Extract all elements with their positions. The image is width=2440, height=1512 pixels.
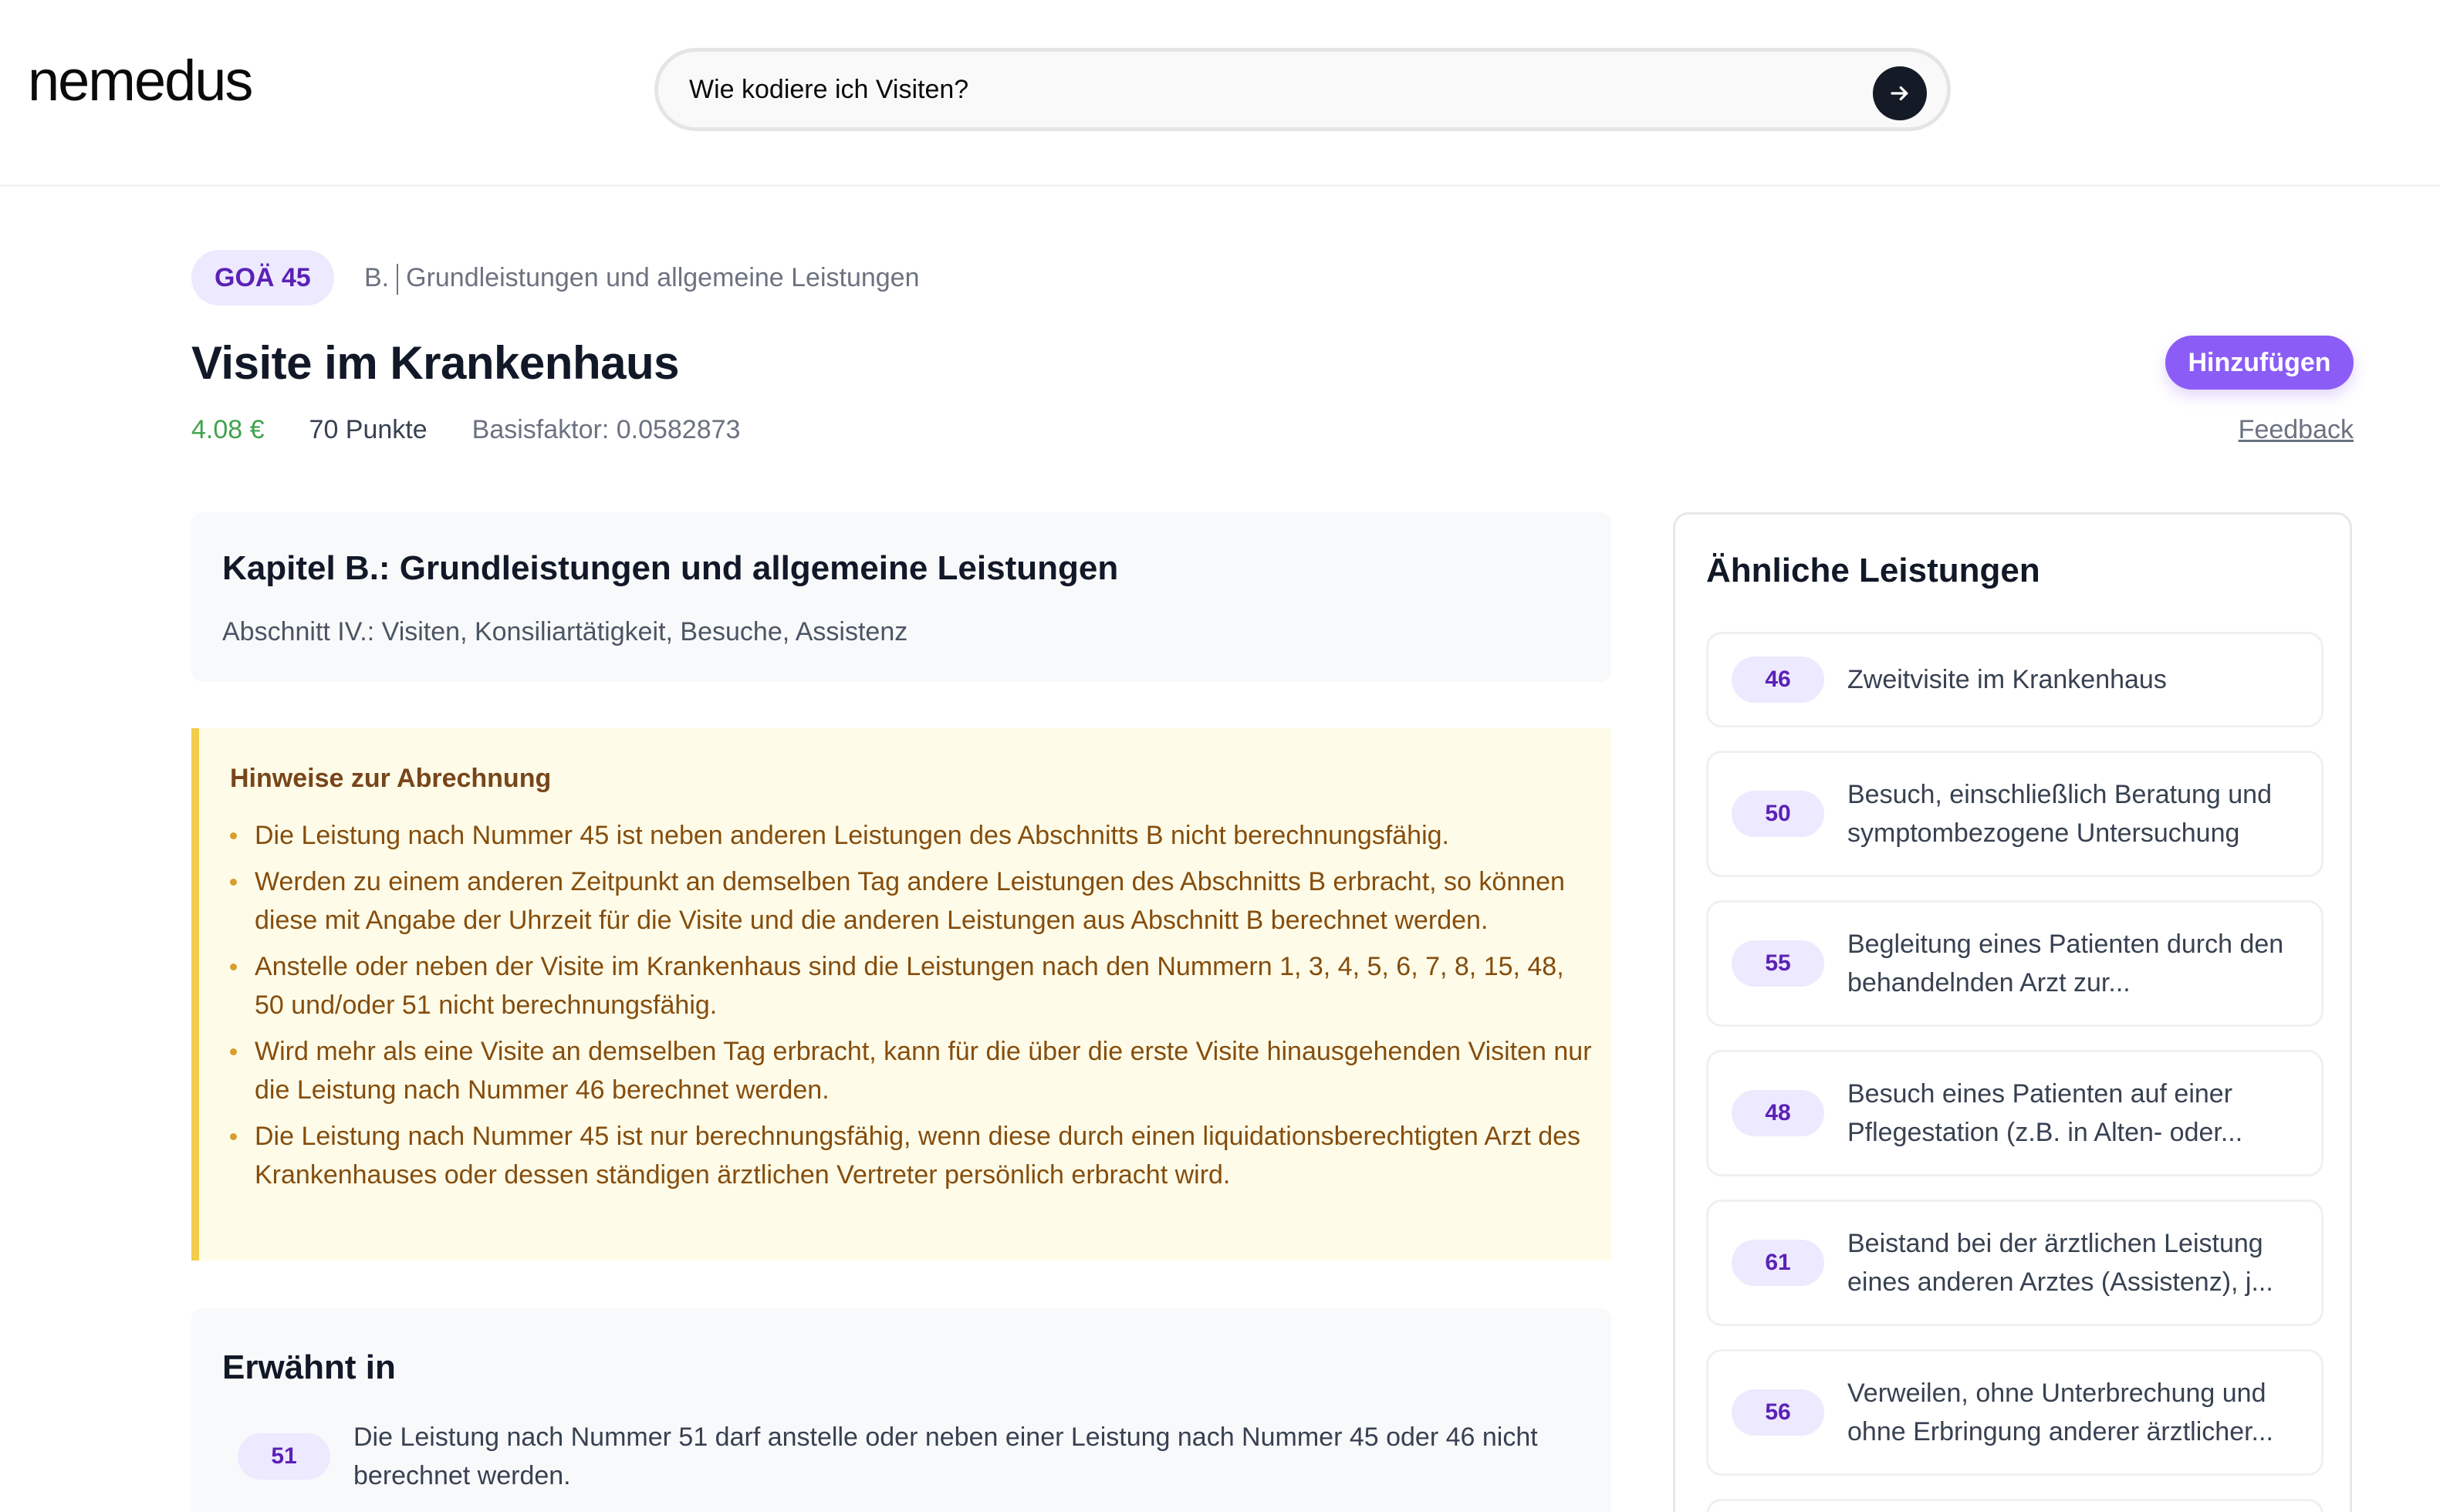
base-factor: Basisfaktor: 0.0582873: [471, 415, 741, 444]
billing-note-item: Werden zu einem anderen Zeitpunkt an demselben Tag andere Leistungen des Abschnitts B erbracht, so können diese mit Angabe der Uhrzeit für die Visite und die anderen Leistungen aus Abschnitt B berechnet werden.: [230, 862, 1596, 940]
code-badge: 50: [1732, 791, 1824, 837]
bullet-icon: [230, 1133, 237, 1140]
arrow-right-icon: [1888, 82, 1911, 105]
billing-notes-card: [191, 728, 1611, 1261]
breadcrumb: [364, 262, 920, 295]
similar-services-list: [1706, 632, 2323, 1512]
similar-service-text: Begleitung eines Patienten durch den behandelnden Arzt zur...: [1847, 930, 2284, 997]
similar-service-item[interactable]: [1706, 900, 2323, 1027]
mentioned-in-text: Die Leistung nach Nummer 51 darf anstelle oder neben einer Leistung nach Nummer 45 oder 46 nicht berechnet werden.: [353, 1423, 1538, 1490]
top-header: [0, 0, 2440, 187]
similar-service-text: Besuch eines Patienten auf einer Pflegestation (z.B. in Alten- oder...: [1847, 1079, 2243, 1147]
breadcrumb-title: Grundleistungen und allgemeine Leistungen: [406, 263, 920, 292]
bullet-icon: [230, 1048, 237, 1055]
mentioned-in-item[interactable]: [238, 1418, 1580, 1495]
mentioned-in-title: Erwähnt in: [222, 1348, 396, 1386]
page-title: Visite im Krankenhaus: [191, 337, 679, 389]
add-button[interactable]: Hinzufügen: [2165, 336, 2354, 390]
similar-service-item[interactable]: [1706, 1349, 2323, 1476]
billing-notes-title: Hinweise zur Abrechnung: [230, 764, 552, 793]
similar-service-item[interactable]: [1706, 1050, 2323, 1176]
search-bar: [654, 48, 1951, 131]
code-badge: 48: [1732, 1090, 1824, 1136]
bullet-icon: [230, 879, 237, 886]
breadcrumb-chapter: B.: [364, 263, 390, 292]
similar-service-text: Besuch, einschließlich Beratung und symptombezogene Untersuchung: [1847, 780, 2272, 848]
similar-service-text: Beistand bei der ärztlichen Leistung eines anderen Arztes (Assistenz), j...: [1847, 1229, 2273, 1297]
billing-notes-list: [230, 816, 1596, 1202]
search-input[interactable]: [689, 52, 1847, 127]
bullet-icon: [230, 964, 237, 970]
points: 70 Punkte: [309, 415, 428, 444]
billing-note-item: Die Leistung nach Nummer 45 ist neben anderen Leistungen des Abschnitts B nicht berechnungsfähig.: [230, 816, 1596, 855]
similar-service-text: Zweitvisite im Krankenhaus: [1847, 665, 2167, 694]
billing-note-item: Wird mehr als eine Visite an demselben Tag erbracht, kann für die über die erste Visite hinausgehenden Visiten nur die Leistung nach Nummer 46 berechnet werden.: [230, 1032, 1596, 1109]
chapter-title: Kapitel B.: Grundleistungen und allgemeine Leistungen: [222, 549, 1119, 587]
similar-service-item[interactable]: [1706, 751, 2323, 877]
code-badge: GOÄ 45: [191, 250, 334, 305]
code-badge: 46: [1732, 656, 1824, 703]
mentioned-in-card: [191, 1308, 1611, 1512]
similar-services-panel: [1673, 512, 2352, 1512]
meta-row: [191, 415, 740, 445]
similar-service-text: Verweilen, ohne Unterbrechung und ohne Erbringung anderer ärztlicher...: [1847, 1379, 2273, 1446]
code-badge: 55: [1732, 940, 1824, 987]
price: 4.08 €: [191, 415, 265, 444]
similar-service-item[interactable]: [1706, 632, 2323, 727]
chapter-subtitle: Abschnitt IV.: Visiten, Konsiliartätigkeit, Besuche, Assistenz: [222, 617, 908, 646]
similar-service-item[interactable]: [1706, 1200, 2323, 1326]
similar-service-item-partial[interactable]: [1706, 1499, 2323, 1512]
similar-services-title: Ähnliche Leistungen: [1706, 552, 2040, 589]
breadcrumb-separator: [397, 264, 398, 295]
chapter-card: [191, 512, 1611, 682]
bullet-icon: [230, 832, 237, 839]
code-badge: 61: [1732, 1240, 1824, 1286]
search-submit-button[interactable]: [1873, 66, 1927, 120]
code-badge: 51: [238, 1433, 330, 1480]
billing-note-item: Die Leistung nach Nummer 45 ist nur berechnungsfähig, wenn diese durch einen liquidationsberechtigten Arzt des Krankenhauses oder dessen ständigen ärztlichen Vertreter persönlich erbracht wird.: [230, 1117, 1596, 1194]
feedback-link[interactable]: Feedback: [2238, 415, 2354, 444]
logo[interactable]: nemedus: [28, 49, 252, 113]
billing-note-item: Anstelle oder neben der Visite im Krankenhaus sind die Leistungen nach den Nummern 1, 3, 4, 5, 6, 7, 8, 15, 48, 50 und/oder 51 nicht berechnungsfähig.: [230, 947, 1596, 1024]
code-badge: 56: [1732, 1389, 1824, 1436]
